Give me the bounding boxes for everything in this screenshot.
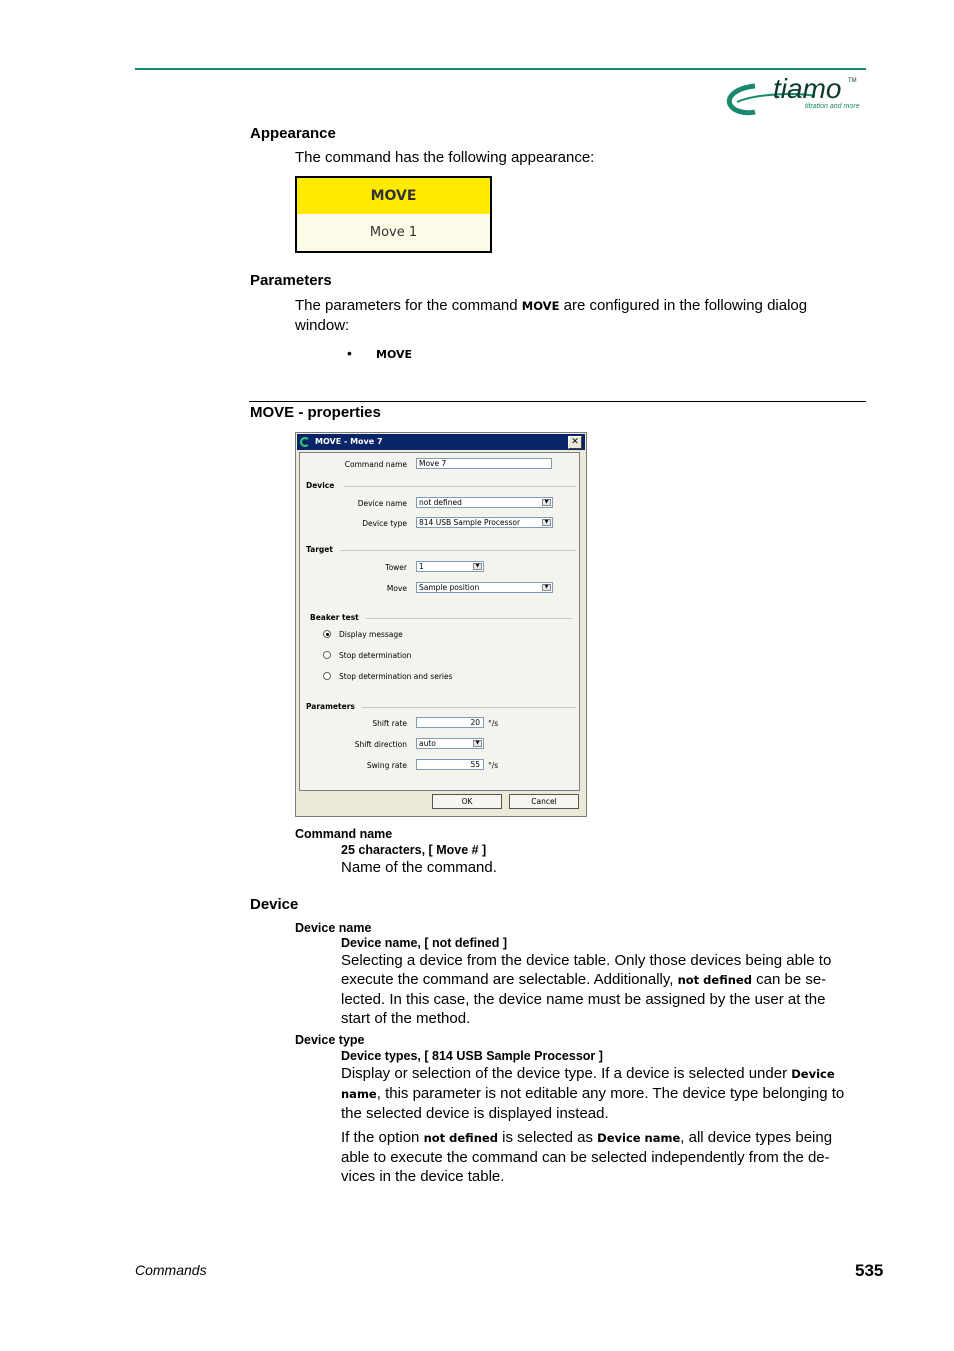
parameters-group-label: Parameters (306, 702, 355, 711)
bullet-icon: • (347, 345, 352, 361)
dialog-panel (299, 452, 580, 791)
device-name-term: Device name (295, 921, 372, 935)
target-group-line (340, 550, 576, 551)
shift-rate-label: Shift rate (372, 719, 407, 728)
radio-stop-determination-series[interactable] (323, 672, 331, 680)
radio-display-message-label: Display message (339, 630, 403, 639)
target-group-label: Target (306, 545, 333, 554)
tower-select[interactable]: 1 ▼ (416, 561, 484, 572)
appearance-text: The command has the following appearance: (295, 149, 595, 166)
tower-label: Tower (385, 563, 407, 572)
swing-rate-unit: °/s (488, 761, 499, 770)
command-name-input[interactable]: Move 7 (416, 458, 552, 469)
radio-stop-determination[interactable] (323, 651, 331, 659)
move-label: Move (386, 584, 407, 593)
device-group-line (344, 486, 576, 487)
svg-text:TM: TM (848, 78, 857, 84)
swing-rate-input[interactable]: 55 (416, 759, 484, 770)
move-bullet-link[interactable]: MOVE (376, 348, 413, 361)
close-icon[interactable]: ✕ (568, 436, 582, 449)
command-box-title: MOVE (297, 178, 490, 214)
shift-rate-input[interactable]: 20 (416, 717, 484, 728)
footer-section: Commands (135, 1262, 207, 1278)
move-select[interactable]: Sample position ▼ (416, 582, 553, 593)
radio-stop-determination-label: Stop determination (339, 651, 412, 660)
shift-direction-select[interactable]: auto ▼ (416, 738, 484, 749)
shift-rate-unit: °/s (488, 719, 499, 728)
properties-heading: MOVE - properties (250, 404, 381, 421)
page-number: 535 (855, 1261, 884, 1280)
cancel-button[interactable]: Cancel (509, 794, 579, 809)
device-type-spec: Device types, [ 814 USB Sample Processor ] (341, 1049, 603, 1063)
device-name-desc: Selecting a device from the device table. Only those devices being able to execute the command are selectable. Additionally, not defined can be se- lected. In this case, the device name must be assigned by the user at the start of the method. (341, 952, 832, 1027)
command-name-desc: Name of the command. (341, 859, 497, 876)
dialog-titlebar (297, 434, 585, 450)
device-group-label: Device (306, 481, 335, 490)
chevron-down-icon[interactable]: ▼ (473, 563, 482, 570)
dialog-title: MOVE - Move 7 (315, 437, 383, 446)
move-properties-dialog (295, 432, 587, 817)
swing-rate-label: Swing rate (366, 761, 407, 770)
chevron-down-icon[interactable]: ▼ (542, 584, 551, 591)
device-type-label: Device type (362, 519, 407, 528)
command-box-name: Move 1 (297, 214, 490, 251)
tiamo-app-icon (300, 437, 310, 447)
chevron-down-icon[interactable]: ▼ (542, 519, 551, 526)
tiamo-logo (725, 72, 870, 118)
device-type-term: Device type (295, 1033, 365, 1047)
parameters-group-line (362, 707, 576, 708)
chevron-down-icon[interactable]: ▼ (473, 740, 482, 747)
parameters-text: The parameters for the command MOVE are configured in the following dialog window: (295, 297, 808, 334)
beaker-group-line (366, 618, 572, 619)
appearance-heading: Appearance (250, 125, 336, 142)
command-name-label: Command name (344, 460, 407, 469)
beaker-test-group-label: Beaker test (310, 613, 359, 622)
command-name-term: Command name (295, 827, 393, 841)
logo-wordmark: tiamo (773, 73, 842, 104)
device-name-label: Device name (357, 499, 407, 508)
command-appearance-box (295, 176, 492, 253)
parameters-heading: Parameters (250, 272, 332, 289)
device-type-select[interactable]: 814 USB Sample Processor ▼ (416, 517, 553, 528)
ok-button[interactable]: OK (432, 794, 502, 809)
device-type-desc: Display or selection of the device type. If a device is selected under Device name, this parameter is not editable any more. The device type belonging to the selected device is displayed instead. If the option not defined is selected as Device name, all device types being able to execute the command can be selected independently from the de- vices in the device table. (341, 1065, 845, 1185)
device-name-select[interactable]: not defined ▼ (416, 497, 553, 508)
header-rule (135, 68, 866, 70)
device-heading: Device (250, 896, 299, 913)
svg-text:titration and more: titration and more (805, 103, 860, 110)
command-name-spec: 25 characters, [ Move # ] (341, 843, 487, 857)
section-rule (249, 401, 866, 402)
device-name-spec: Device name, [ not defined ] (341, 936, 508, 950)
shift-direction-label: Shift direction (354, 740, 407, 749)
radio-display-message[interactable] (323, 630, 331, 638)
radio-stop-determination-series-label: Stop determination and series (339, 672, 453, 681)
chevron-down-icon[interactable]: ▼ (542, 499, 551, 506)
